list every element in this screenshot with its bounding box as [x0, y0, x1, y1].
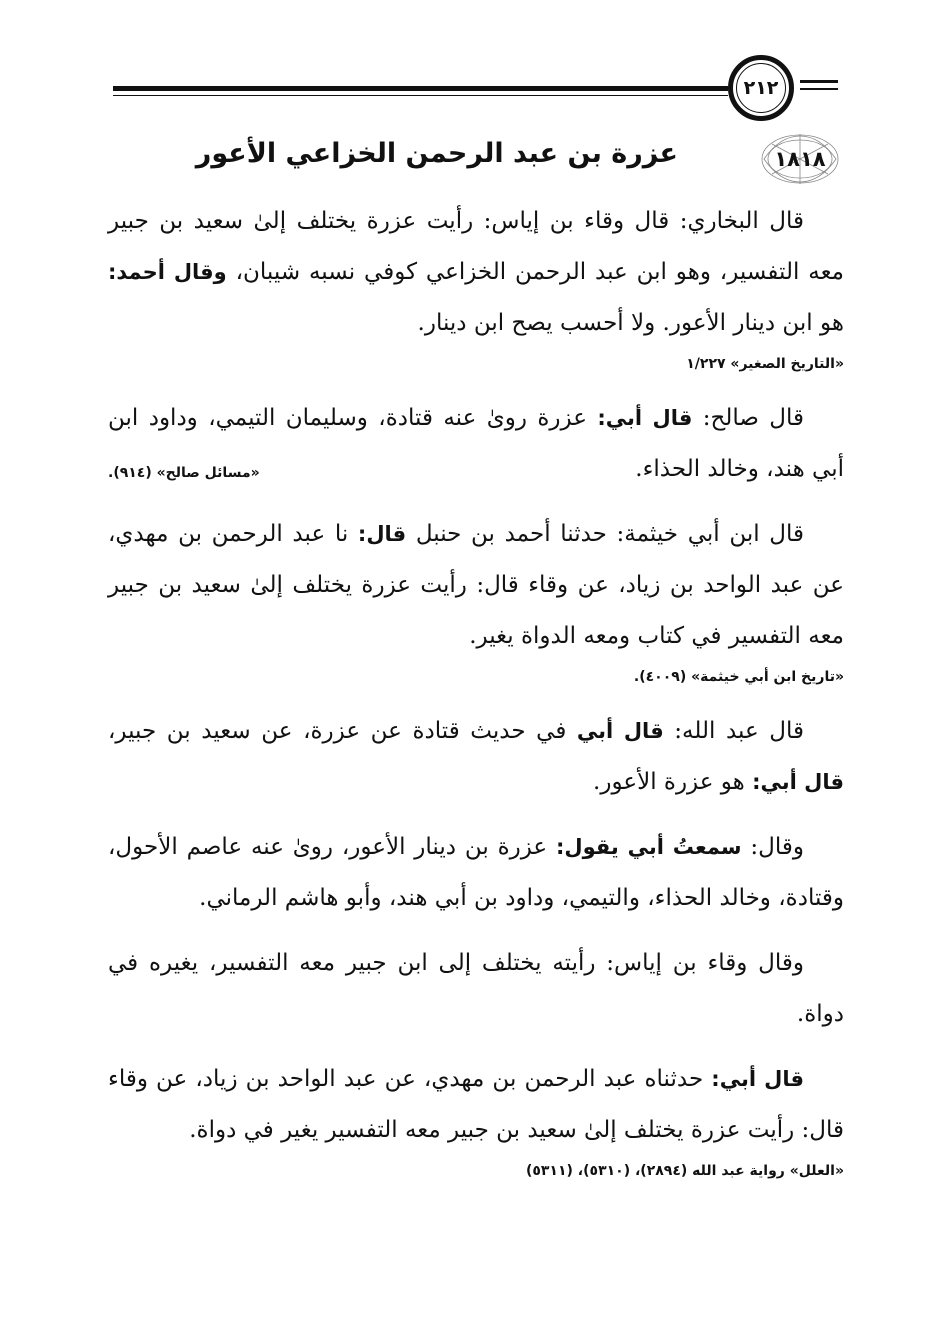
source-citation: «العلل» رواية عبد الله (٢٨٩٤)، (٥٣١٠)، (٥٣١١)	[525, 1163, 844, 1179]
paragraph	[108, 706, 844, 808]
paragraph	[108, 822, 844, 924]
speaker-attribution: سمعتُ أبي يقول:	[555, 835, 742, 859]
page-number-badge	[728, 55, 794, 121]
paragraph	[108, 938, 844, 1040]
entry-title: عزرة بن عبد الرحمن الخزاعي الأعور	[195, 138, 678, 169]
paragraph-text: عزرة روىٰ عنه قتادة، وسليمان التيمي، وداود ابن أبي هند، وخالد الحذاء.	[108, 405, 844, 482]
page-header	[0, 0, 938, 140]
source-citation: «مسائل صالح» (٩١٤).	[108, 465, 260, 481]
paragraph-text: قال البخاري: قال وقاء بن إياس: رأيت عزرة يختلف إلىٰ سعيد بن جبير معه التفسير، وهو ابن عبد الرحمن الخزاعي كوفي نسبه شيبان،	[108, 208, 844, 285]
speaker-attribution: وقال أحمد:	[108, 260, 227, 284]
paragraph-text: عزرة بن دينار الأعور، روىٰ عنه عاصم الأحول، وقتادة، وخالد الحذاء، والتيمي، وداود بن أبي هند، وأبو هاشم الرماني.	[108, 834, 844, 911]
speaker-attribution: قال أبي	[576, 719, 664, 743]
source-citation: «تاريخ ابن أبي خيثمة» (٤٠٠٩).	[633, 669, 844, 685]
paragraph	[108, 1054, 844, 1156]
entry-body	[108, 196, 844, 1200]
speaker-attribution: قال أبي:	[752, 770, 844, 794]
paragraph-text: حدثناه عبد الرحمن بن مهدي، عن عبد الواحد بن زياد، عن وقاء قال: رأيت عزرة يختلف إلىٰ سعيد بن جبير معه التفسير يغير في دواة.	[108, 1066, 844, 1143]
paragraph-text: في حديث قتادة عن عزرة، عن سعيد بن جبير،	[108, 718, 577, 744]
entry-number: ١٨١٨	[774, 147, 826, 171]
paragraph-text: قال صالح:	[692, 405, 804, 431]
paragraph-text: قال عبد الله:	[663, 718, 805, 744]
paragraph-text: هو عزرة الأعور.	[593, 769, 753, 795]
paragraph-text: وقال:	[741, 834, 804, 860]
header-rule-right	[800, 80, 838, 83]
speaker-attribution: قال:	[357, 522, 407, 546]
paragraph-text: هو ابن دينار الأعور. ولا أحسب يصح ابن دينار.	[417, 310, 844, 336]
paragraph-text: نا عبد الرحمن بن مهدي، عن عبد الواحد بن زياد، عن وقاء قال: رأيت عزرة يختلف إلىٰ سعيد بن جبير معه التفسير في كتاب ومعه الدواة يغير.	[108, 521, 844, 649]
speaker-attribution: قال أبي:	[597, 406, 693, 430]
source-citation: «التاريخ الصغير» ١/٢٢٧	[686, 356, 844, 372]
entry-number-ornament	[758, 130, 842, 188]
speaker-attribution: قال أبي:	[711, 1067, 804, 1091]
paragraph	[108, 393, 844, 495]
paragraph	[108, 509, 844, 662]
paragraph-text: وقال وقاء بن إياس: رأيته يختلف إلى ابن جبير معه التفسير، يغيره في دواة.	[108, 950, 844, 1027]
page-number: ٢١٢	[743, 77, 779, 99]
paragraph	[108, 196, 844, 349]
header-rule-right-lower	[800, 88, 838, 90]
header-rule-thin	[113, 95, 728, 96]
paragraph-text: قال ابن أبي خيثمة: حدثنا أحمد بن حنبل	[406, 521, 804, 547]
header-rule-thick	[113, 86, 728, 91]
